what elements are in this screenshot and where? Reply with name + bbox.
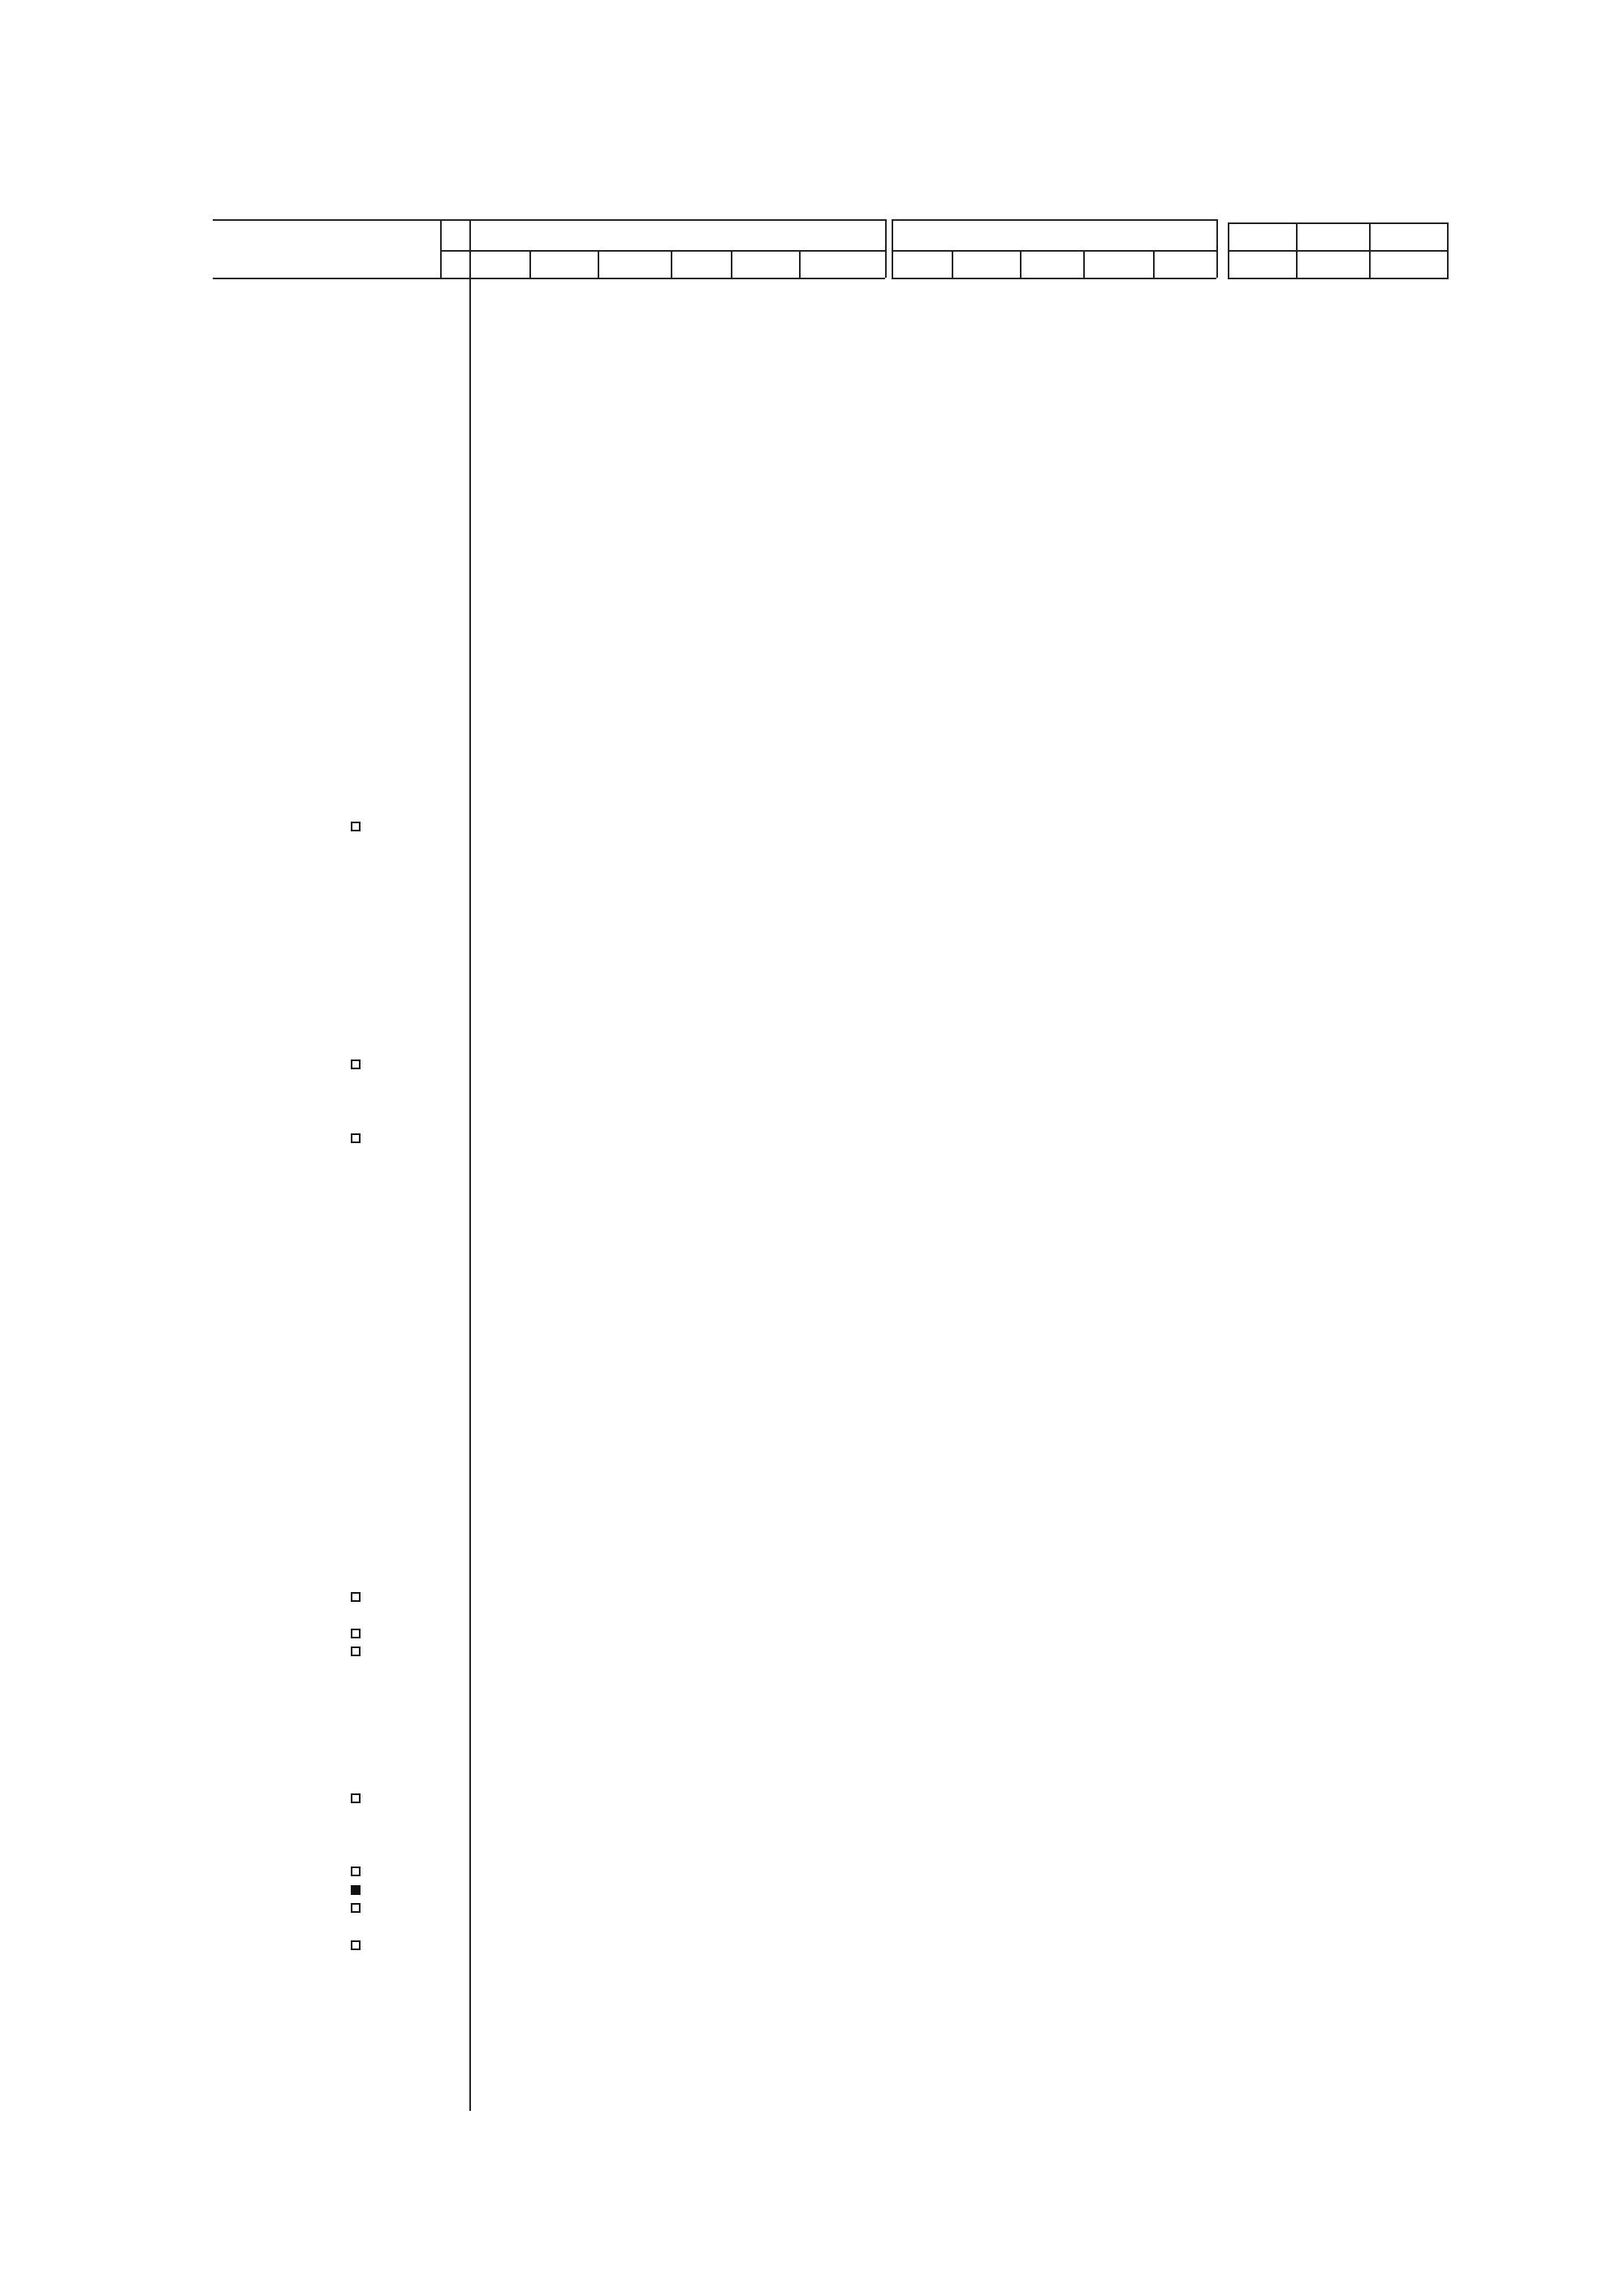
table-row (0, 675, 1624, 693)
table-row (0, 1922, 1624, 1940)
table-row (0, 931, 1624, 949)
table-row (0, 1610, 1624, 1628)
table-row (0, 711, 1624, 729)
table-row (0, 1482, 1624, 1500)
table-row (0, 1372, 1624, 1390)
table-row (0, 986, 1624, 1004)
table-row (0, 1885, 1624, 1903)
table-row (0, 344, 1624, 362)
table-row (0, 1390, 1624, 1408)
table-row (0, 858, 1624, 876)
table-row (0, 1573, 1624, 1591)
table-row (0, 1793, 1624, 1811)
mountain-station-marker (351, 1903, 361, 1913)
mountain-station-marker (351, 1646, 361, 1656)
table-row (0, 1556, 1624, 1573)
table-row (0, 1537, 1624, 1555)
table-row (0, 1500, 1624, 1517)
table-row (0, 1445, 1624, 1463)
table-row (0, 1903, 1624, 1921)
table-row (0, 1738, 1624, 1756)
table-row (0, 1409, 1624, 1426)
table-row (0, 839, 1624, 857)
table-row (0, 1426, 1624, 1444)
table-row (0, 1133, 1624, 1151)
table-row (0, 619, 1624, 637)
table-row (0, 638, 1624, 656)
table-row (0, 583, 1624, 601)
table-row (0, 1280, 1624, 1297)
table-row (0, 381, 1624, 399)
table-row (0, 1463, 1624, 1481)
table-row (0, 399, 1624, 417)
mountain-station-marker (351, 1793, 361, 1803)
table-row (0, 308, 1624, 326)
table-row (0, 1592, 1624, 1610)
mountain-station-marker (351, 822, 361, 831)
table-row (0, 528, 1624, 546)
table-row (0, 509, 1624, 527)
table-row (0, 1629, 1624, 1646)
table-row (0, 326, 1624, 343)
table-row (0, 1335, 1624, 1353)
table-row (0, 1097, 1624, 1115)
table-row (0, 1023, 1624, 1041)
table-row (0, 1812, 1624, 1830)
mountain-station-marker (351, 1885, 361, 1895)
table-row (0, 969, 1624, 986)
table-row (0, 1757, 1624, 1775)
table-row (0, 1353, 1624, 1371)
table-row (0, 1940, 1624, 1958)
table-row (0, 1060, 1624, 1077)
table-row (0, 1243, 1624, 1261)
table-row (0, 876, 1624, 894)
mountain-station-marker (351, 1629, 361, 1638)
table-row (0, 1849, 1624, 1867)
table-row (0, 950, 1624, 968)
table-row (0, 1830, 1624, 1848)
mountain-station-marker (351, 1592, 361, 1602)
table-row (0, 1665, 1624, 1683)
table-row (0, 454, 1624, 472)
table-row (0, 1170, 1624, 1188)
table-row (0, 656, 1624, 674)
table-row (0, 693, 1624, 710)
table-row (0, 1867, 1624, 1884)
mountain-station-marker (351, 1940, 361, 1950)
table-row (0, 1225, 1624, 1243)
table-row (0, 491, 1624, 509)
table-row (0, 546, 1624, 564)
table-row (0, 1683, 1624, 1701)
table-row (0, 1189, 1624, 1206)
mountain-station-marker (351, 1060, 361, 1069)
table-row (0, 803, 1624, 821)
table-row (0, 822, 1624, 839)
table-row (0, 1317, 1624, 1335)
table-row (0, 1005, 1624, 1023)
table-row (0, 602, 1624, 619)
table-row (0, 436, 1624, 454)
table-row (0, 766, 1624, 784)
table-row (0, 1702, 1624, 1720)
table-row (0, 289, 1624, 307)
table-row (0, 1042, 1624, 1060)
mountain-station-marker (351, 1133, 361, 1143)
table-row (0, 1262, 1624, 1280)
table-row (0, 1152, 1624, 1170)
table-row (0, 730, 1624, 748)
table-row (0, 1206, 1624, 1224)
table-row (0, 1115, 1624, 1133)
table-row (0, 417, 1624, 435)
table-row (0, 785, 1624, 803)
table-row (0, 1646, 1624, 1664)
table-row (0, 1720, 1624, 1737)
table-row (0, 895, 1624, 913)
mountain-station-marker (351, 1867, 361, 1876)
